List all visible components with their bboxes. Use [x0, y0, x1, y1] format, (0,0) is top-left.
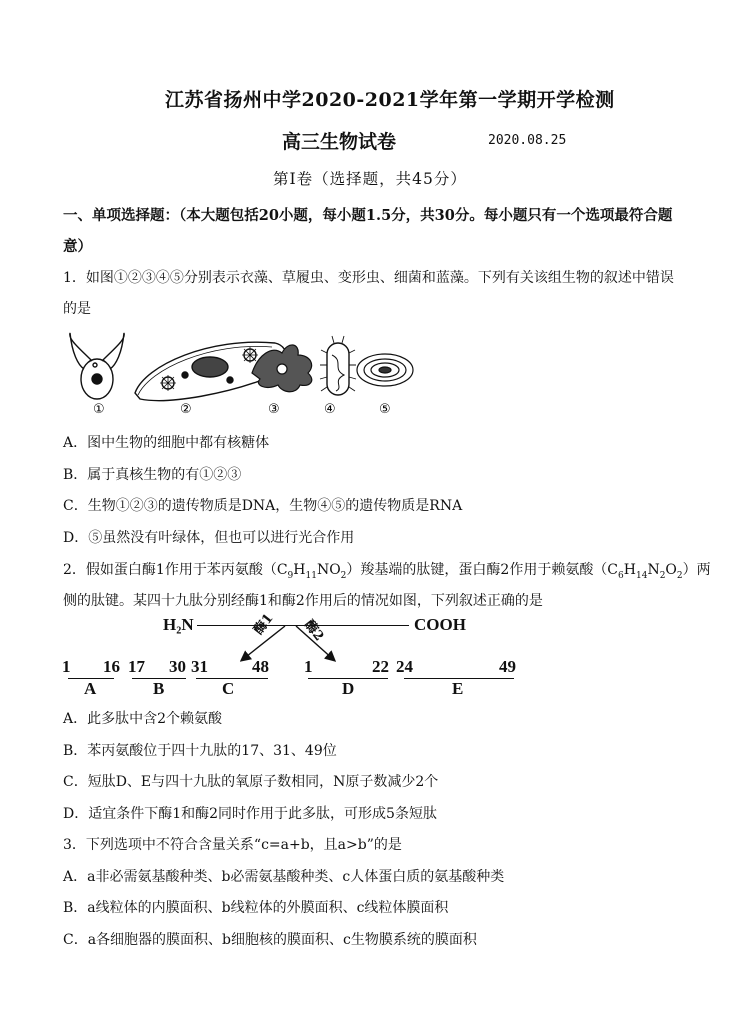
q2-stem-line2: 侧的肽键。某四十九肽分别经酶1和酶2作用后的情况如图，下列叙述正确的是 — [63, 593, 543, 609]
q1-stem-line2: 的是 — [63, 301, 91, 317]
q3-option-b: B．a线粒体的内膜面积、b线粒体的外膜面积、c线粒体膜面积 — [63, 900, 449, 916]
part-heading: 第Ⅰ卷（选择题，共45分） — [273, 170, 467, 188]
figure-label-4: ④ — [324, 402, 336, 417]
fragment-d-end: 22 — [372, 657, 389, 676]
fragment-d-name: D — [342, 679, 355, 698]
h2n-label: H₂N — [163, 615, 194, 634]
enzyme2-label: 酶2 — [301, 617, 327, 645]
amoeba-drawing — [252, 345, 312, 392]
q1-option-c: C．生物①②③的遗传物质是DNA，生物④⑤的遗传物质是RNA — [63, 498, 463, 514]
q1-option-b: B．属于真核生物的有①②③ — [63, 467, 242, 483]
fragment-b-start: 17 — [128, 657, 145, 676]
enzyme1-label: 酶1 — [251, 611, 277, 638]
fragment-e-end: 49 — [499, 657, 516, 676]
figure-label-1: ① — [93, 402, 105, 417]
fragment-a-name: A — [84, 679, 97, 698]
exam-date: 2020.08.25 — [488, 133, 567, 148]
q2-option-b: B．苯丙氨酸位于四十九肽的17、31、49位 — [63, 743, 337, 759]
fragment-c-name: C — [222, 679, 235, 698]
q1-stem-line1: 1．如图①②③④⑤分别表示衣藻、草履虫、变形虫、细菌和蓝藻。下列有关该组生物的叙述中错误 — [63, 270, 674, 286]
q2-stem-line1: 2．假如蛋白酶1作用于苯丙氨酸$(C_9H_{11}NO_2)$羧基端的肽键，蛋白酶2作用于赖氨酸$(C_6H_{14}N_2O_2)$两 — [63, 562, 711, 581]
enzyme-arrows — [230, 620, 350, 670]
cyanobacterium-drawing — [357, 354, 413, 386]
fragment-a-end: 16 — [103, 657, 120, 676]
q3-option-c: C．a各细胞器的膜面积、b细胞核的膜面积、c生物膜系统的膜面积 — [63, 932, 477, 948]
fragment-e-start: 24 — [396, 657, 413, 676]
fragment-c-start: 31 — [191, 657, 208, 676]
figure-label-2: ② — [180, 402, 192, 417]
fragment-b-name: B — [153, 679, 165, 698]
chlamydomonas-drawing — [70, 333, 125, 399]
fragment-d-start: 1 — [304, 657, 313, 676]
exam-subtitle: 高三生物试卷 — [282, 131, 397, 153]
q2-option-d: D．适宜条件下酶1和酶2同时作用于此多肽，可形成5条短肽 — [63, 806, 437, 822]
figure-label-3: ③ — [268, 402, 280, 417]
fragment-b-end: 30 — [169, 657, 186, 676]
figure-label-5: ⑤ — [379, 402, 391, 417]
bacterium-drawing — [320, 336, 356, 395]
q1-option-d: D．⑤虽然没有叶绿体，但也可以进行光合作用 — [63, 530, 355, 546]
fragment-c-end: 48 — [252, 657, 269, 676]
q3-option-a: A．a非必需氨基酸种类、b必需氨基酸种类、c人体蛋白质的氨基酸种类 — [63, 869, 505, 885]
section-heading-line2: 意） — [63, 238, 92, 255]
fragment-a-start: 1 — [62, 657, 71, 676]
q2-option-a: A．此多肽中含2个赖氨酸 — [63, 711, 223, 727]
cooh-label: COOH — [414, 615, 466, 634]
q1-organisms-figure — [60, 325, 430, 420]
section-heading-line1: 一、单项选择题：（本大题包括20小题，每小题1.5分，共30分。每小题只有一个选项最符合题 — [63, 207, 673, 224]
q2-option-c: C．短肽D、E与四十九肽的氧原子数相同，N原子数减少2个 — [63, 774, 439, 790]
q1-option-a: A．图中生物的细胞中都有核糖体 — [63, 435, 270, 451]
fragment-e-name: E — [452, 679, 464, 698]
q3-stem: 3．下列选项中不符合含量关系“c=a+b，且a>b”的是 — [63, 837, 402, 853]
exam-title: 江苏省扬州中学2020-2021学年第一学期开学检测 — [165, 89, 615, 111]
